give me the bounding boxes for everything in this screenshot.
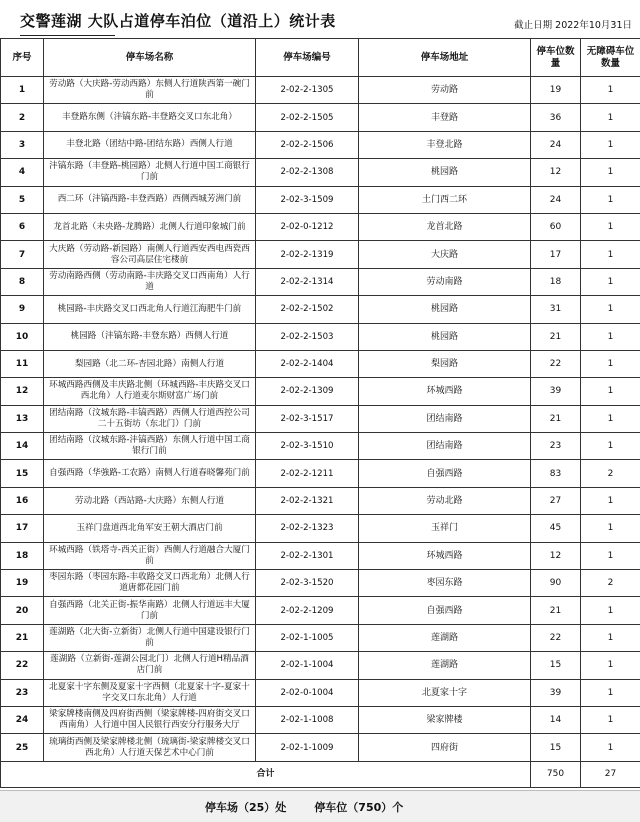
row-accessible: 1 bbox=[581, 268, 640, 295]
row-spaces: 24 bbox=[531, 131, 581, 158]
row-name: 丰登路东侧（沣镐东路-丰登路交叉口东北角） bbox=[44, 104, 256, 131]
title-bar bbox=[0, 0, 640, 40]
row-address: 桃园路 bbox=[359, 159, 531, 186]
row-name: 团结南路（汶城东路-沣镐西路）东侧人行道中国工商银行门前 bbox=[44, 433, 256, 460]
summary-footer bbox=[0, 790, 640, 822]
row-code: 2-02-2-1308 bbox=[256, 159, 359, 186]
table-row bbox=[1, 734, 640, 761]
row-seq: 19 bbox=[1, 570, 44, 597]
table-row bbox=[1, 296, 640, 323]
row-code: 2-02-2-1209 bbox=[256, 597, 359, 624]
row-seq: 14 bbox=[1, 433, 44, 460]
row-name: 北夏家十字东侧及夏家十字西侧（北夏家十字-夏家十字交叉口东北角）人行道 bbox=[44, 679, 256, 706]
summary-spots: 停车位（750）个 bbox=[314, 801, 404, 814]
row-accessible: 1 bbox=[581, 77, 640, 104]
row-spaces: 24 bbox=[531, 186, 581, 213]
row-name: 莲湖路（立新街-莲湖公园北门）北侧人行道H精品酒店门前 bbox=[44, 652, 256, 679]
row-name: 枣园东路（枣园东路-丰收路交叉口西北角）北侧人行道唐都花园门前 bbox=[44, 570, 256, 597]
header-spaces: 停车位数量 bbox=[531, 39, 581, 77]
header-accessible: 无障碍车位数量 bbox=[581, 39, 640, 77]
row-accessible: 1 bbox=[581, 706, 640, 733]
row-name: 沣镐东路（丰登路-桃园路）北侧人行道中国工商银行门前 bbox=[44, 159, 256, 186]
table-row bbox=[1, 213, 640, 240]
row-accessible: 1 bbox=[581, 323, 640, 350]
row-code: 2-02-2-1319 bbox=[256, 241, 359, 268]
row-accessible: 2 bbox=[581, 570, 640, 597]
row-accessible: 1 bbox=[581, 350, 640, 377]
title-underline bbox=[20, 35, 115, 36]
row-spaces: 12 bbox=[531, 542, 581, 569]
row-address: 玉祥门 bbox=[359, 515, 531, 542]
row-name: 大庆路（劳动路-新园路）南侧人行道西安西电西瓷西容公司高层住宅楼前 bbox=[44, 241, 256, 268]
row-address: 北夏家十字 bbox=[359, 679, 531, 706]
row-name: 丰登北路（团结中路-团结东路）西侧人行道 bbox=[44, 131, 256, 158]
row-accessible: 1 bbox=[581, 241, 640, 268]
row-code: 2-02-3-1520 bbox=[256, 570, 359, 597]
row-address: 自强西路 bbox=[359, 597, 531, 624]
row-name: 劳动北路（西站路-大庆路）东侧人行道 bbox=[44, 487, 256, 514]
row-name: 桃园路（沣镐东路-丰登东路）西侧人行道 bbox=[44, 323, 256, 350]
row-spaces: 19 bbox=[531, 77, 581, 104]
row-spaces: 22 bbox=[531, 350, 581, 377]
row-address: 团结南路 bbox=[359, 405, 531, 432]
row-name: 劳动南路西侧（劳动南路-丰庆路交叉口西南角）人行道 bbox=[44, 268, 256, 295]
header-address: 停车场地址 bbox=[359, 39, 531, 77]
row-code: 2-02-2-1502 bbox=[256, 296, 359, 323]
table-body bbox=[1, 77, 640, 762]
row-spaces: 39 bbox=[531, 679, 581, 706]
table-row bbox=[1, 597, 640, 624]
table-row bbox=[1, 104, 640, 131]
row-accessible: 1 bbox=[581, 159, 640, 186]
row-seq: 5 bbox=[1, 186, 44, 213]
row-accessible: 1 bbox=[581, 378, 640, 405]
row-code: 2-02-2-1505 bbox=[256, 104, 359, 131]
row-seq: 10 bbox=[1, 323, 44, 350]
row-spaces: 27 bbox=[531, 487, 581, 514]
row-seq: 17 bbox=[1, 515, 44, 542]
row-spaces: 31 bbox=[531, 296, 581, 323]
row-name: 梁家牌楼南侧及四府街西侧（梁家牌楼-四府街交叉口西南角）人行道中国人民银行西安分行服务大厅 bbox=[44, 706, 256, 733]
row-accessible: 1 bbox=[581, 131, 640, 158]
total-label: 合计 bbox=[1, 761, 531, 787]
row-seq: 3 bbox=[1, 131, 44, 158]
row-seq: 6 bbox=[1, 213, 44, 240]
total-spaces: 750 bbox=[531, 761, 581, 787]
row-code: 2-02-1-1009 bbox=[256, 734, 359, 761]
summary-text bbox=[205, 799, 403, 815]
row-seq: 1 bbox=[1, 77, 44, 104]
row-name: 琉璃街西侧及梁家牌楼北侧（琉璃街-梁家牌楼交叉口西北角）人行道天保艺术中心门前 bbox=[44, 734, 256, 761]
row-code: 2-02-2-1305 bbox=[256, 77, 359, 104]
row-seq: 8 bbox=[1, 268, 44, 295]
row-code: 2-02-1-1004 bbox=[256, 652, 359, 679]
row-seq: 4 bbox=[1, 159, 44, 186]
row-code: 2-02-2-1321 bbox=[256, 487, 359, 514]
row-address: 丰登北路 bbox=[359, 131, 531, 158]
row-accessible: 1 bbox=[581, 734, 640, 761]
table-row bbox=[1, 542, 640, 569]
row-accessible: 1 bbox=[581, 433, 640, 460]
table-row bbox=[1, 624, 640, 651]
row-spaces: 22 bbox=[531, 624, 581, 651]
header-seq: 序号 bbox=[1, 39, 44, 77]
row-code: 2-02-2-1211 bbox=[256, 460, 359, 487]
row-address: 龙首北路 bbox=[359, 213, 531, 240]
row-accessible: 1 bbox=[581, 213, 640, 240]
row-address: 自强西路 bbox=[359, 460, 531, 487]
table-row bbox=[1, 159, 640, 186]
row-code: 2-02-0-1212 bbox=[256, 213, 359, 240]
row-name: 莲湖路（北大街-立新街）北侧人行道中国建设银行门前 bbox=[44, 624, 256, 651]
row-address: 劳动路 bbox=[359, 77, 531, 104]
row-accessible: 1 bbox=[581, 542, 640, 569]
row-address: 梁家牌楼 bbox=[359, 706, 531, 733]
total-row bbox=[1, 761, 640, 787]
row-address: 莲湖路 bbox=[359, 652, 531, 679]
row-accessible: 1 bbox=[581, 104, 640, 131]
row-seq: 18 bbox=[1, 542, 44, 569]
row-code: 2-02-1-1005 bbox=[256, 624, 359, 651]
row-name: 自强西路（北关正街-振华南路）北侧人行道远丰大厦门前 bbox=[44, 597, 256, 624]
row-spaces: 21 bbox=[531, 405, 581, 432]
row-name: 团结南路（汶城东路-丰镐西路）西侧人行道西控公司二十五街坊（东北门）门前 bbox=[44, 405, 256, 432]
row-seq: 9 bbox=[1, 296, 44, 323]
row-seq: 24 bbox=[1, 706, 44, 733]
row-name: 环城西路西侧及丰庆路北侧（环城西路-丰庆路交叉口西北角）人行道麦尔斯财富广场门前 bbox=[44, 378, 256, 405]
table-row bbox=[1, 570, 640, 597]
table-row bbox=[1, 679, 640, 706]
row-spaces: 60 bbox=[531, 213, 581, 240]
row-accessible: 1 bbox=[581, 405, 640, 432]
row-address: 梨园路 bbox=[359, 350, 531, 377]
row-seq: 2 bbox=[1, 104, 44, 131]
row-address: 四府街 bbox=[359, 734, 531, 761]
row-seq: 7 bbox=[1, 241, 44, 268]
row-name: 桃园路-丰庆路交叉口西北角人行道江海肥牛门前 bbox=[44, 296, 256, 323]
row-code: 2-02-2-1503 bbox=[256, 323, 359, 350]
row-accessible: 1 bbox=[581, 515, 640, 542]
row-name: 梨园路（北二环-杏园北路）南侧人行道 bbox=[44, 350, 256, 377]
row-code: 2-02-3-1510 bbox=[256, 433, 359, 460]
row-accessible: 1 bbox=[581, 624, 640, 651]
row-name: 自强西路（华強路-工农路）南侧人行道春晓馨苑门前 bbox=[44, 460, 256, 487]
table-row bbox=[1, 515, 640, 542]
row-seq: 25 bbox=[1, 734, 44, 761]
row-spaces: 23 bbox=[531, 433, 581, 460]
row-spaces: 12 bbox=[531, 159, 581, 186]
row-accessible: 1 bbox=[581, 652, 640, 679]
row-spaces: 21 bbox=[531, 323, 581, 350]
table-row bbox=[1, 77, 640, 104]
table-row bbox=[1, 350, 640, 377]
table-row bbox=[1, 323, 640, 350]
table-row bbox=[1, 487, 640, 514]
row-seq: 21 bbox=[1, 624, 44, 651]
summary-lots: 停车场（25）处 bbox=[205, 801, 287, 814]
row-address: 桃园路 bbox=[359, 296, 531, 323]
table-row bbox=[1, 268, 640, 295]
row-seq: 15 bbox=[1, 460, 44, 487]
table-header-row bbox=[1, 39, 640, 77]
row-spaces: 17 bbox=[531, 241, 581, 268]
row-code: 2-02-3-1509 bbox=[256, 186, 359, 213]
row-accessible: 1 bbox=[581, 186, 640, 213]
table-row bbox=[1, 706, 640, 733]
page-title: 交警莲湖 大队占道停车泊位（道沿上）统计表 bbox=[20, 12, 336, 30]
row-code: 2-02-3-1517 bbox=[256, 405, 359, 432]
row-address: 环城西路 bbox=[359, 542, 531, 569]
row-seq: 12 bbox=[1, 378, 44, 405]
row-spaces: 90 bbox=[531, 570, 581, 597]
header-name: 停车场名称 bbox=[44, 39, 256, 77]
table-row bbox=[1, 405, 640, 432]
table-row bbox=[1, 131, 640, 158]
row-address: 丰登路 bbox=[359, 104, 531, 131]
table-row bbox=[1, 241, 640, 268]
row-spaces: 15 bbox=[531, 734, 581, 761]
row-accessible: 1 bbox=[581, 296, 640, 323]
row-seq: 22 bbox=[1, 652, 44, 679]
parking-stats-table bbox=[0, 38, 640, 788]
row-address: 劳动南路 bbox=[359, 268, 531, 295]
row-address: 桃园路 bbox=[359, 323, 531, 350]
row-name: 西二环（沣镐西路-丰登西路）西侧西城芳洲门前 bbox=[44, 186, 256, 213]
row-spaces: 15 bbox=[531, 652, 581, 679]
deadline-date: 截止日期 2022年10月31日 bbox=[514, 20, 632, 31]
row-address: 劳动北路 bbox=[359, 487, 531, 514]
row-code: 2-02-2-1323 bbox=[256, 515, 359, 542]
row-accessible: 1 bbox=[581, 487, 640, 514]
row-spaces: 83 bbox=[531, 460, 581, 487]
row-seq: 20 bbox=[1, 597, 44, 624]
row-name: 劳动路（大庆路-劳动西路）东侧人行道陕西第一碗门前 bbox=[44, 77, 256, 104]
row-seq: 16 bbox=[1, 487, 44, 514]
row-code: 2-02-0-1004 bbox=[256, 679, 359, 706]
row-seq: 13 bbox=[1, 405, 44, 432]
row-address: 团结南路 bbox=[359, 433, 531, 460]
header-code: 停车场编号 bbox=[256, 39, 359, 77]
row-seq: 11 bbox=[1, 350, 44, 377]
table-row bbox=[1, 433, 640, 460]
table-row bbox=[1, 186, 640, 213]
row-spaces: 18 bbox=[531, 268, 581, 295]
row-code: 2-02-2-1506 bbox=[256, 131, 359, 158]
row-spaces: 45 bbox=[531, 515, 581, 542]
row-spaces: 21 bbox=[531, 597, 581, 624]
row-code: 2-02-2-1314 bbox=[256, 268, 359, 295]
row-accessible: 1 bbox=[581, 597, 640, 624]
row-accessible: 1 bbox=[581, 679, 640, 706]
row-code: 2-02-2-1309 bbox=[256, 378, 359, 405]
table-row bbox=[1, 652, 640, 679]
row-name: 龙首北路（未央路-龙腾路）北侧人行道印象城门前 bbox=[44, 213, 256, 240]
row-spaces: 39 bbox=[531, 378, 581, 405]
table-row bbox=[1, 378, 640, 405]
row-name: 玉祥门盘道西北角军安王朝大酒店门前 bbox=[44, 515, 256, 542]
row-code: 2-02-1-1008 bbox=[256, 706, 359, 733]
row-seq: 23 bbox=[1, 679, 44, 706]
row-code: 2-02-2-1301 bbox=[256, 542, 359, 569]
row-spaces: 36 bbox=[531, 104, 581, 131]
row-address: 土门西二环 bbox=[359, 186, 531, 213]
row-code: 2-02-2-1404 bbox=[256, 350, 359, 377]
row-address: 枣园东路 bbox=[359, 570, 531, 597]
row-address: 大庆路 bbox=[359, 241, 531, 268]
row-name: 环城西路（铁塔寺-西关正街）西侧人行道融合大厦门前 bbox=[44, 542, 256, 569]
row-address: 环城西路 bbox=[359, 378, 531, 405]
total-accessible: 27 bbox=[581, 761, 640, 787]
row-accessible: 2 bbox=[581, 460, 640, 487]
row-spaces: 14 bbox=[531, 706, 581, 733]
row-address: 莲湖路 bbox=[359, 624, 531, 651]
table-row bbox=[1, 460, 640, 487]
